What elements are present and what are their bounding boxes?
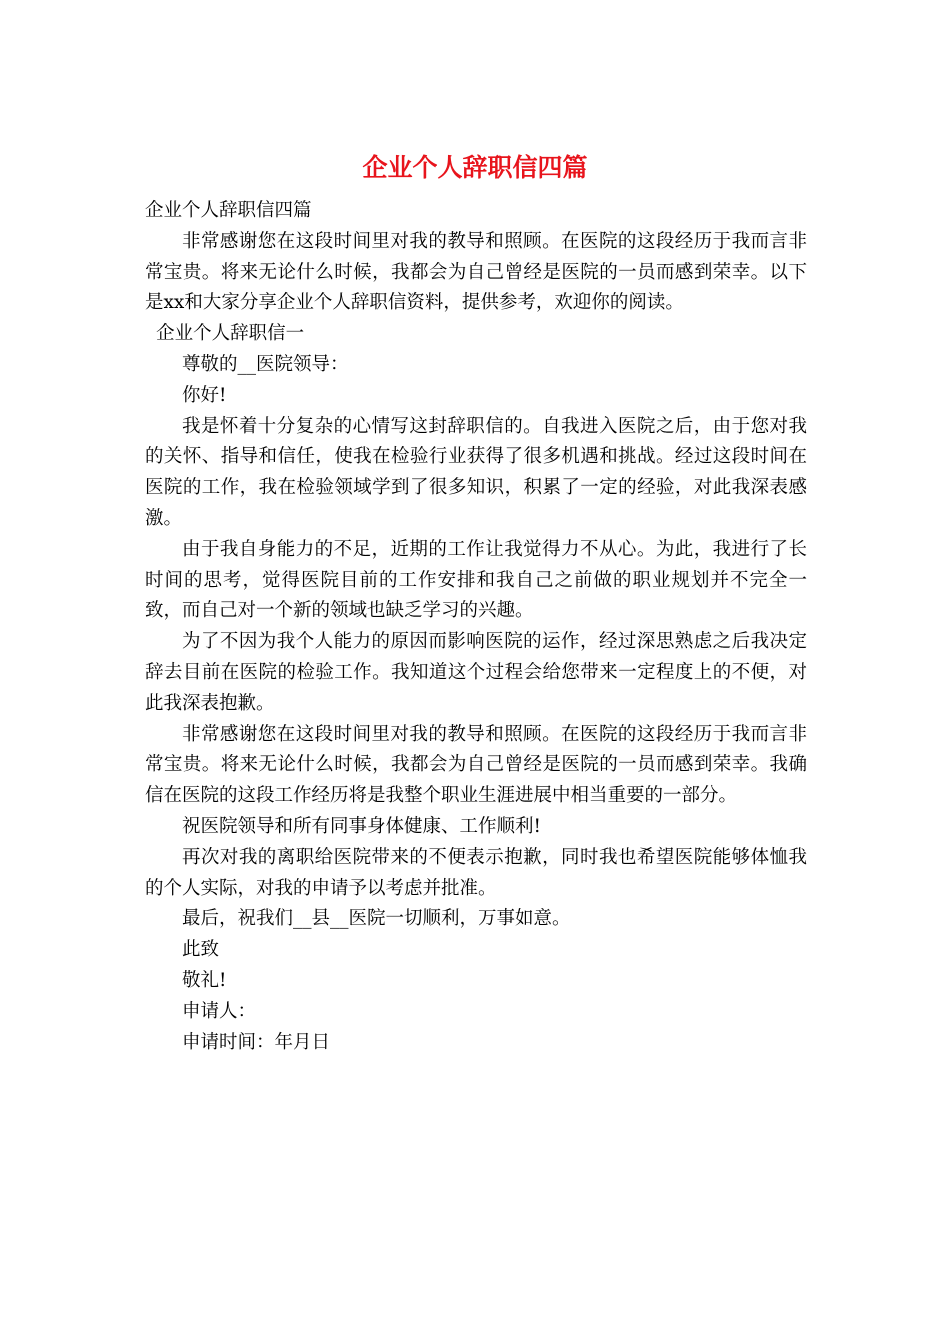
document-title: 企业个人辞职信四篇	[362, 153, 588, 182]
body-paragraph: 由于我自身能力的不足，近期的工作让我觉得力不从心。为此，我进行了长时间的思考，觉得医院目前的工作安排和我自己之前做的职业规划并不完全一致，而自己对一个新的领域也缺乏学习的兴趣。	[145, 538, 807, 622]
body-paragraph: 祝医院领导和所有同事身体健康、工作顺利!	[182, 815, 541, 837]
body-paragraph: 为了不因为我个人能力的原因而影响医院的运作，经过深思熟虑之后我决定辞去目前在医院的检验工作。我知道这个过程会给您带来一定程度上的不便，对此我深表抱歉。	[145, 631, 807, 714]
body-paragraph: 我是怀着十分复杂的心情写这封辞职信的。自我进入医院之后，由于您对我的关怀、指导和信任，使我在检验行业获得了很多机遇和挑战。经过这段时间在医院的工作，我在检验领域学到了很多知识，积累了一定的经验，对此我深表感激。	[145, 415, 807, 529]
applicant-line: 申请人：	[182, 1000, 257, 1022]
document-body	[145, 196, 807, 1058]
greeting: 你好!	[182, 384, 227, 406]
intro-paragraph: 非常感谢您在这段时间里对我的教导和照顾。在医院的这段经历于我而言非常宝贵。将来无论什么时候，我都会为自己曾经是医院的一员而感到荣幸。以下是xx和大家分享企业个人辞职信资料，提供参考，欢迎你的阅读。	[145, 230, 807, 314]
section-heading: 企业个人辞职信一	[156, 323, 305, 345]
body-paragraph: 非常感谢您在这段时间里对我的教导和照顾。在医院的这段经历于我而言非常宝贵。将来无论什么时候，我都会为自己曾经是医院的一员而感到荣幸。我确信在医院的这段工作经历将是我整个职业生涯进展中相当重要的一部分。	[145, 723, 807, 807]
closing-line: 此致	[182, 939, 220, 961]
document-subtitle: 企业个人辞职信四篇	[145, 200, 312, 221]
body-paragraph: 最后，祝我们__县__医院一切顺利，万事如意。	[182, 908, 571, 930]
salutation: 尊敬的__医院领导：	[182, 353, 349, 375]
closing-salute: 敬礼!	[182, 969, 227, 991]
body-paragraph: 再次对我的离职给医院带来的不便表示抱歉，同时我也希望医院能够体恤我的个人实际，对我的申请予以考虑并批准。	[145, 846, 807, 899]
apply-date-line: 申请时间：年月日	[182, 1031, 331, 1053]
